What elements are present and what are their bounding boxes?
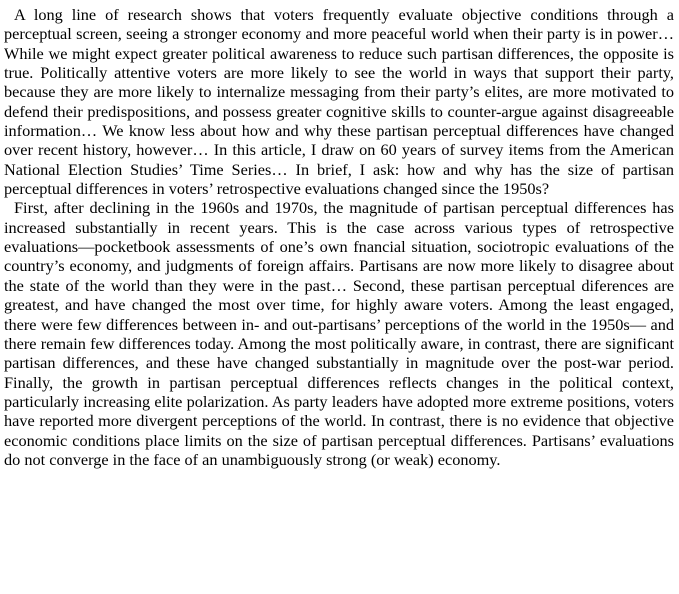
paragraph-intro: A long line of research shows that voters frequently evaluate objective conditions through a perceptual screen, seeing a stronger economy and more peaceful world when their party is in power…While we might expect greater political awareness to reduce such partisan differences, the opposite is true. Politically attentive voters are more likely to see the world in ways that support their party, because they are more likely to internalize messaging from their party’s elites, are more motivated to defend their predispositions, and possess greater cognitive skills to counter-argue against disagreeable information… We know less about how and why these partisan perceptual differences have changed over recent history, however… In this article, I draw on 60 years of survey items from the American National Election Studies’ Time Series… In brief, I ask: how and why has the size of partisan perceptual differences in voters’ retrospective evaluations changed since the 1950s?	[4, 5, 674, 199]
document-body	[4, 5, 674, 469]
paragraph-findings: First, after declining in the 1960s and 1970s, the magnitude of partisan perceptual differences has increased substantially in recent years. This is the case across various types of retrospective evaluations—pocketbook assessments of one’s own fnancial situation, sociotropic evaluations of the country’s economy, and judgments of foreign affairs. Partisans are now more likely to disagree about the state of the world than they were in the past… Second, these partisan perceptual diferences are greatest, and have changed the most over time, for highly aware voters. Among the least engaged, there were few differences between in- and out-partisans’ perceptions of the world in the 1950s— and there remain few differences today. Among the most politically aware, in contrast, there are significant partisan differences, and these have changed substantially in magnitude over the post-war period. Finally, the growth in partisan perceptual differences reflects changes in the political context, particularly increasing elite polarization. As party leaders have adopted more extreme positions, voters have reported more divergent perceptions of the world. In contrast, there is no evidence that objective economic conditions place limits on the size of partisan perceptual differences. Partisans’ evaluations do not converge in the face of an unambiguously strong (or weak) economy.	[4, 198, 674, 469]
